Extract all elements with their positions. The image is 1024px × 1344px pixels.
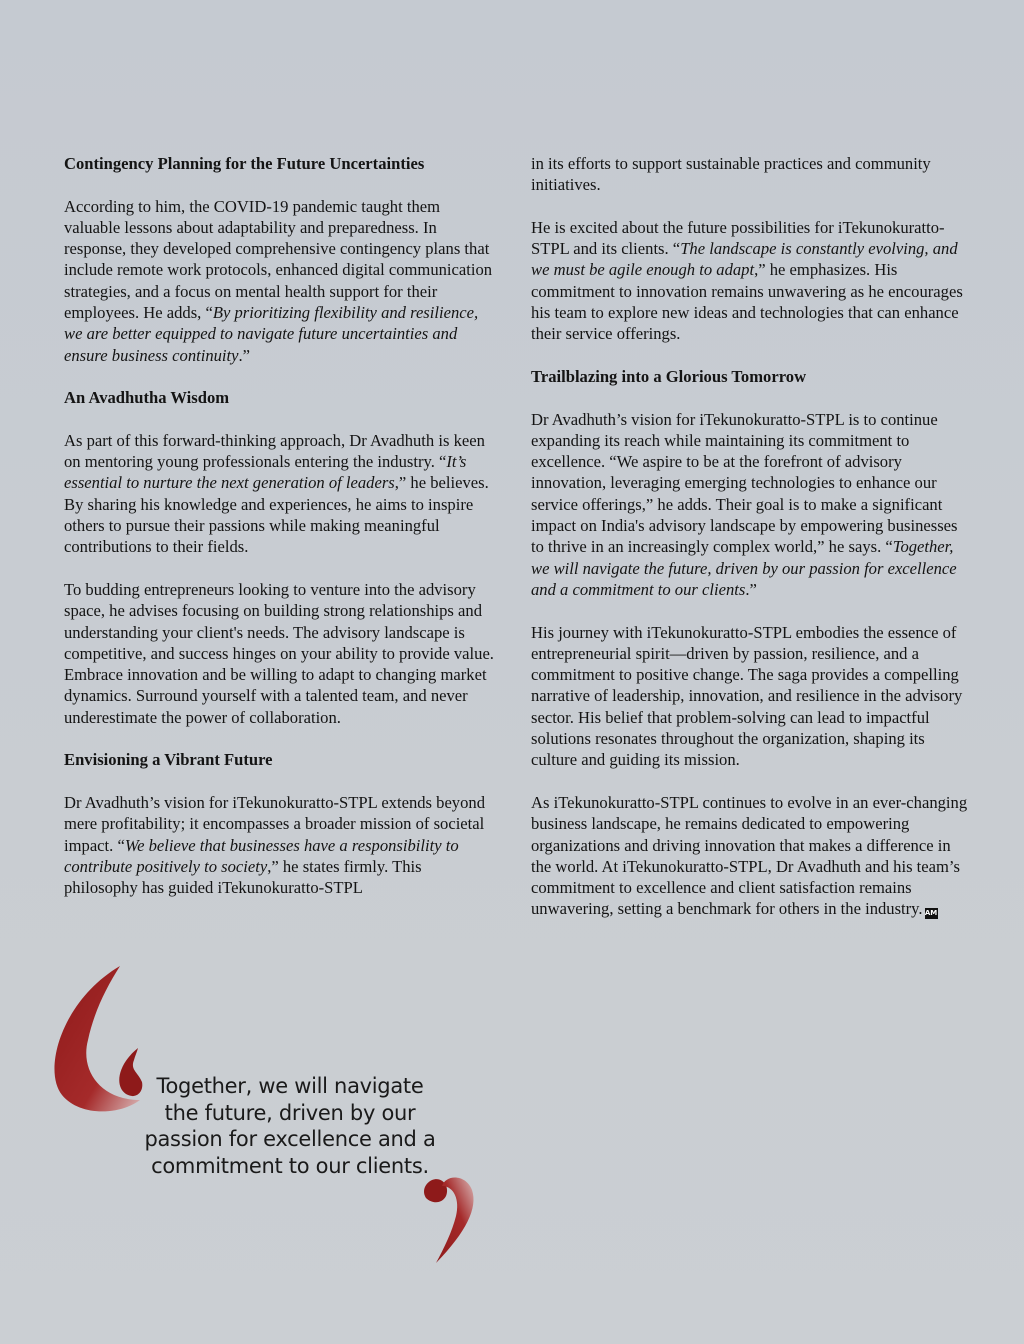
section-heading-tomorrow: Trailblazing into a Glorious Tomorrow	[531, 366, 807, 386]
paragraph-closing: As iTekunokuratto-STPL continues to evolve in an ever-changing business landscape, he remains dedicated to empowering organizations and driving innovation that makes a difference in the world. At iTekunokuratto-STPL, Dr Avadhuth and his team’s commitment to excellence and client satisfaction remains unwavering, setting a benchmark for others in the industry. AM	[531, 792, 968, 919]
close-quote-icon	[424, 1177, 474, 1263]
paragraph-continuation: in its efforts to support sustainable practices and community initiatives.	[531, 154, 931, 195]
paragraph-vision: Dr Avadhuth’s vision for iTekunokuratto-STPL extends beyond mere profitability; it encompasses a broader mission of societal impact. “We believe that businesses have a responsibility to contribute positively to society,” he states firmly. This philosophy has guided iTekunokuratto-STPL	[64, 792, 485, 898]
paragraph-journey: His journey with iTekunokuratto-STPL embodies the essence of entrepreneurial spirit—driven by passion, resilience, and a commitment to positive change. The saga provides a compelling narrative of leadership, innovation, and resilience in the advisory sector. His belief that problem-solving can lead to impactful solutions resonates throughout the organization, shaping its culture and guiding its mission.	[531, 622, 963, 770]
pull-quote	[40, 960, 490, 1270]
left-column	[64, 153, 496, 920]
section-heading-future: Envisioning a Vibrant Future	[64, 750, 273, 770]
open-quote-icon	[54, 966, 142, 1111]
paragraph-possibilities: He is excited about the future possibilities for iTekunokuratto-STPL and its clients. “The landscape is constantly evolving, and we must be agile enough to adapt,” he emphasizes. His commitment to innovation remains unwavering as he encourages his team to explore new ideas and technologies that can enhance their service offerings.	[531, 217, 963, 344]
section-heading-contingency: Contingency Planning for the Future Uncertainties	[64, 154, 425, 173]
paragraph-mentoring: As part of this forward-thinking approach, Dr Avadhuth is keen on mentoring young professionals entering the industry. “It’s essential to nurture the next generation of leaders,” he believes. By sharing his knowledge and experiences, he aims to inspire others to pursue their passions while making meaningful contributions to their fields.	[64, 430, 489, 557]
pull-quote-text: Together, we will navigate the future, driven by our passion for excellence and a commitment to our clients.	[144, 1074, 436, 1178]
paragraph-trailblazing: Dr Avadhuth’s vision for iTekunokuratto-STPL is to continue expanding its reach while maintaining its commitment to excellence. “We aspire to be at the forefront of advisory innovation, leveraging emerging technologies to enhance our service offerings,” he adds. Their goal is to make a significant impact on India's advisory landscape by empowering businesses to thrive in an increasingly complex world,” he says. “Together, we will navigate the future, driven by our passion for excellence and a commitment to our clients.”	[531, 409, 958, 599]
paragraph-advice: To budding entrepreneurs looking to venture into the advisory space, he advises focusing on building strong relationships and understanding your client's needs. The advisory landscape is competitive, and success hinges on your ability to provide value. Embrace innovation and be willing to adapt to changing market dynamics. Surround yourself with a talented team, and never underestimate the power of collaboration.	[64, 579, 494, 727]
right-column	[531, 153, 971, 941]
paragraph-contingency: According to him, the COVID-19 pandemic taught them valuable lessons about adaptability and preparedness. In response, they developed comprehensive contingency plans that include remote work protocols, enhanced digital communication strategies, and a focus on mental health support for their employees. He adds, “By prioritizing flexibility and resilience, we are better equipped to navigate future uncertainties and ensure business continuity.”	[64, 196, 493, 365]
section-heading-wisdom: An Avadhutha Wisdom	[64, 388, 230, 408]
end-mark-icon: AM	[924, 909, 938, 918]
